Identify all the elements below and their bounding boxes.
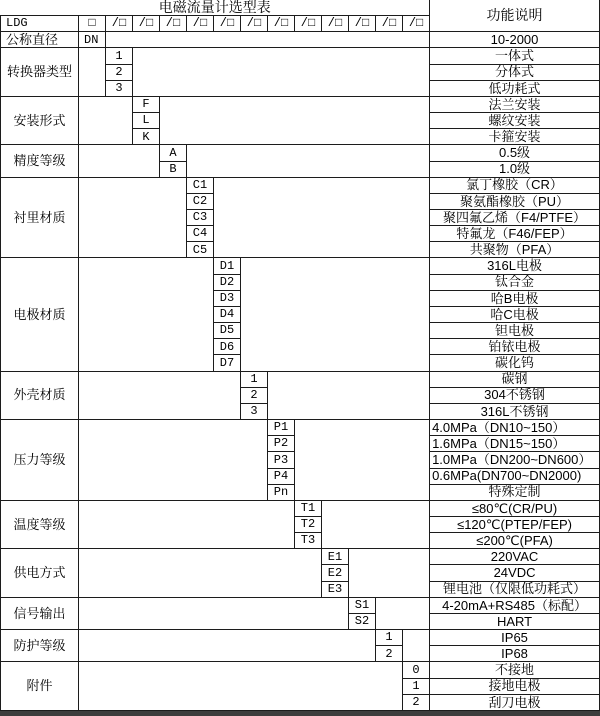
model-box: □ — [79, 16, 106, 32]
code-cell: S2 — [349, 613, 376, 629]
filler — [79, 420, 268, 501]
code-cell: E2 — [322, 565, 349, 581]
model-slot: /□ — [295, 16, 322, 32]
option-row — [1, 630, 600, 646]
code-cell: P4 — [268, 468, 295, 484]
function-cell: ≤80℃(CR/PU) — [430, 500, 600, 516]
category-label: 安装形式 — [1, 96, 79, 144]
code-cell: 1 — [241, 371, 268, 387]
category-label: 温度等级 — [1, 500, 79, 548]
code-cell: C2 — [187, 193, 214, 209]
filler — [79, 500, 295, 548]
filler — [376, 597, 430, 629]
filler — [79, 549, 322, 597]
filler — [214, 177, 430, 258]
filler — [79, 597, 349, 629]
option-row — [1, 420, 600, 436]
function-cell: IP68 — [430, 646, 600, 662]
function-cell: 1.0MPa（DN200~DN600） — [430, 452, 600, 468]
filler — [106, 32, 430, 48]
function-cell: IP65 — [430, 630, 600, 646]
code-cell: 0 — [403, 662, 430, 678]
model-prefix: LDG — [1, 16, 79, 32]
function-cell: 0.6MPa(DN700~DN2000) — [430, 468, 600, 484]
function-cell: 哈B电极 — [430, 290, 600, 306]
filler — [160, 96, 430, 144]
filler — [322, 500, 430, 548]
code-cell: K — [133, 129, 160, 145]
category-label: 精度等级 — [1, 145, 79, 177]
filler — [79, 371, 241, 419]
function-cell: 4-20mA+RS485（标配） — [430, 597, 600, 613]
code-cell: P1 — [268, 420, 295, 436]
filler — [133, 48, 430, 96]
dn-row — [1, 32, 600, 48]
function-cell: 螺纹安装 — [430, 113, 600, 129]
function-cell: 316L电极 — [430, 258, 600, 274]
function-cell: 分体式 — [430, 64, 600, 80]
category-label: 信号输出 — [1, 597, 79, 629]
function-cell: 特氟龙（F46/FEP） — [430, 226, 600, 242]
model-slot: /□ — [133, 16, 160, 32]
code-cell: A — [160, 145, 187, 161]
function-cell: 碳化钨 — [430, 355, 600, 371]
function-cell: 聚氨酯橡胶（PU） — [430, 193, 600, 209]
code-cell: D1 — [214, 258, 241, 274]
function-cell: 哈C电极 — [430, 306, 600, 322]
category-label: 压力等级 — [1, 420, 79, 501]
code-cell: C4 — [187, 226, 214, 242]
model-slot: /□ — [160, 16, 187, 32]
function-cell: 锂电池（仅限低功耗式） — [430, 581, 600, 597]
model-slot: /□ — [403, 16, 430, 32]
category-label: 附件 — [1, 662, 79, 711]
category-label: 外壳材质 — [1, 371, 79, 419]
function-cell: 1.0级 — [430, 161, 600, 177]
code-cell: T1 — [295, 500, 322, 516]
function-cell: 0.5级 — [430, 145, 600, 161]
function-cell: 接地电极 — [430, 678, 600, 694]
category-label: 衬里材质 — [1, 177, 79, 258]
function-cell: 钽电极 — [430, 323, 600, 339]
function-cell: 共聚物（PFA） — [430, 242, 600, 258]
page-title: 电磁流量计选型表 — [1, 0, 430, 16]
function-cell: ≤120℃(PTEP/FEP) — [430, 516, 600, 532]
code-cell: 2 — [106, 64, 133, 80]
option-row — [1, 549, 600, 565]
code-cell: T3 — [295, 533, 322, 549]
function-cell: 特殊定制 — [430, 484, 600, 500]
code-cell: 2 — [241, 387, 268, 403]
category-label: 防护等级 — [1, 630, 79, 662]
code-cell: C3 — [187, 210, 214, 226]
filler — [79, 145, 160, 177]
category-label: 转换器类型 — [1, 48, 79, 96]
code-cell: D2 — [214, 274, 241, 290]
code-cell: Pn — [268, 484, 295, 500]
code-cell: S1 — [349, 597, 376, 613]
filler — [79, 258, 214, 371]
function-cell: 1.6MPa（DN15~150） — [430, 436, 600, 452]
code-cell: 2 — [376, 646, 403, 662]
function-cell: HART — [430, 613, 600, 629]
model-slot: /□ — [214, 16, 241, 32]
filler — [241, 258, 430, 371]
option-row — [1, 500, 600, 516]
function-cell: 304不锈钢 — [430, 387, 600, 403]
filler — [187, 145, 430, 177]
code-cell: L — [133, 113, 160, 129]
option-row — [1, 258, 600, 274]
filler — [79, 177, 187, 258]
option-row — [1, 145, 600, 161]
filler — [79, 662, 403, 711]
code-cell: E3 — [322, 581, 349, 597]
code-cell: B — [160, 161, 187, 177]
code-cell: D3 — [214, 290, 241, 306]
filler — [349, 549, 430, 597]
code-cell: P3 — [268, 452, 295, 468]
category-label: 电极材质 — [1, 258, 79, 371]
code-cell: DN — [79, 32, 106, 48]
filler — [79, 48, 106, 96]
code-cell: 1 — [376, 630, 403, 646]
function-cell: 低功耗式 — [430, 80, 600, 96]
function-cell: 24VDC — [430, 565, 600, 581]
code-cell: 3 — [241, 403, 268, 419]
code-cell: 2 — [403, 694, 430, 710]
function-cell: 卡箍安装 — [430, 129, 600, 145]
category-label: 供电方式 — [1, 549, 79, 597]
model-slot: /□ — [241, 16, 268, 32]
option-row — [1, 662, 600, 678]
filler — [295, 420, 430, 501]
code-cell: F — [133, 96, 160, 112]
function-cell: 4.0MPa（DN10~150） — [430, 420, 600, 436]
filler — [268, 371, 430, 419]
code-cell: D6 — [214, 339, 241, 355]
function-cell: ≤200℃(PFA) — [430, 533, 600, 549]
function-cell: 316L不锈钢 — [430, 403, 600, 419]
function-cell: 法兰安装 — [430, 96, 600, 112]
option-row — [1, 48, 600, 64]
code-cell: C1 — [187, 177, 214, 193]
model-slot: /□ — [376, 16, 403, 32]
code-cell: 1 — [403, 678, 430, 694]
filler — [403, 630, 430, 662]
code-cell: 1 — [106, 48, 133, 64]
function-column-header: 功能说明 — [430, 0, 600, 32]
code-cell: C5 — [187, 242, 214, 258]
model-slot: /□ — [106, 16, 133, 32]
code-cell: D7 — [214, 355, 241, 371]
model-slot: /□ — [349, 16, 376, 32]
category-label: 公称直径 — [1, 32, 79, 48]
model-slot: /□ — [187, 16, 214, 32]
function-cell: 钛合金 — [430, 274, 600, 290]
function-cell: 铂铱电极 — [430, 339, 600, 355]
option-row — [1, 371, 600, 387]
option-row — [1, 177, 600, 193]
title-row — [1, 0, 600, 16]
code-cell: D5 — [214, 323, 241, 339]
option-row — [1, 96, 600, 112]
function-cell: 氯丁橡胶（CR） — [430, 177, 600, 193]
code-cell: D4 — [214, 306, 241, 322]
model-slot: /□ — [268, 16, 295, 32]
option-row — [1, 597, 600, 613]
code-cell: P2 — [268, 436, 295, 452]
function-cell: 220VAC — [430, 549, 600, 565]
function-cell: 刮刀电极 — [430, 694, 600, 710]
model-slot: /□ — [322, 16, 349, 32]
code-cell: E1 — [322, 549, 349, 565]
function-cell: 10-2000 — [430, 32, 600, 48]
filler — [79, 96, 133, 144]
code-cell: 3 — [106, 80, 133, 96]
function-cell: 一体式 — [430, 48, 600, 64]
function-cell: 不接地 — [430, 662, 600, 678]
code-cell: T2 — [295, 516, 322, 532]
function-cell: 碳钢 — [430, 371, 600, 387]
function-cell: 聚四氟乙烯（F4/PTFE） — [430, 210, 600, 226]
filler — [79, 630, 376, 662]
